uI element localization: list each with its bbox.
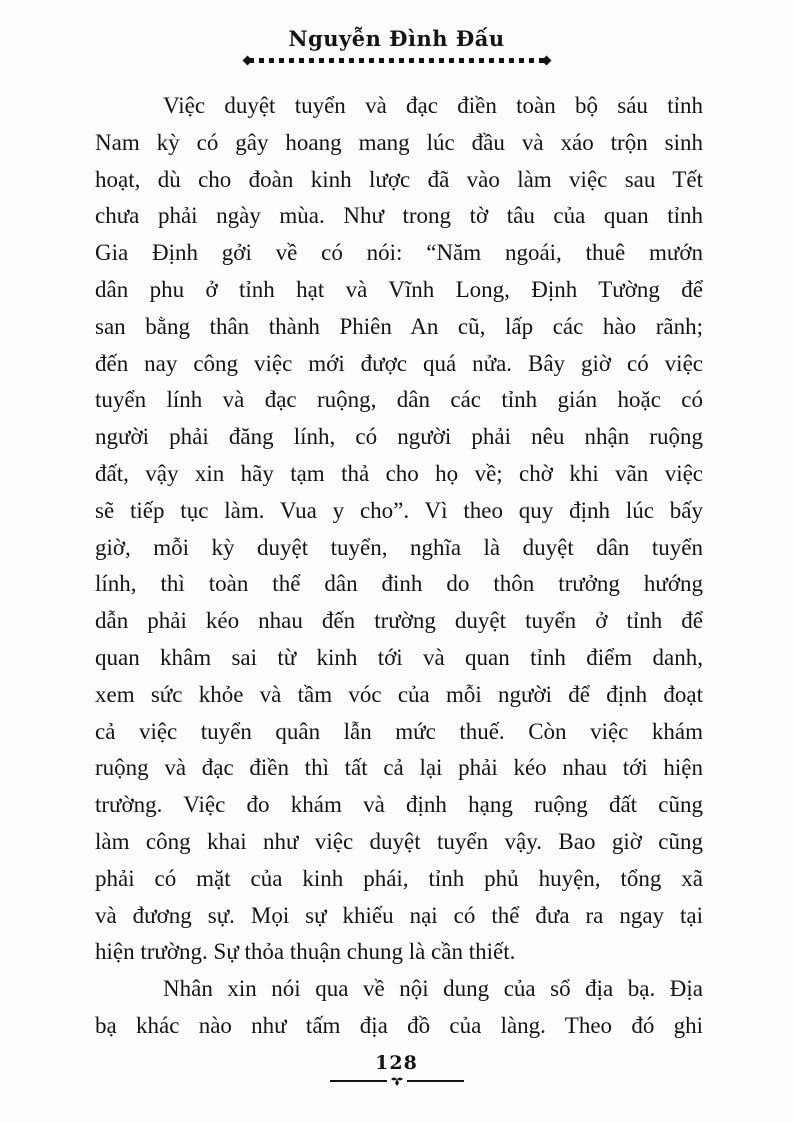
- page-footer: [0, 1052, 793, 1087]
- text-line: hoạt, dù cho đoàn kinh lược đã vào làm việc sau Tết: [95, 166, 703, 192]
- text-line: dẫn phải kéo nhau đến trường duyệt tuyển ở tỉnh để: [95, 608, 703, 634]
- text-line: quan khâm sai từ kinh tới và quan tỉnh điểm danh,: [95, 644, 703, 670]
- text-line: hiện trường. Sự thỏa thuận chung là cần thiết.: [95, 939, 516, 965]
- text-line: Việc duyệt tuyển và đạc điền toàn bộ sáu tỉnh: [163, 93, 703, 118]
- text-line: người phải đăng lính, có người phải nêu nhận ruộng: [95, 424, 703, 450]
- text-line: và đương sự. Mọi sự khiếu nại có thể đưa ra ngay tại: [95, 902, 703, 928]
- text-line: Gia Định gởi về có nói: “Năm ngoái, thuê mướn: [95, 240, 703, 266]
- text-line: dân phu ở tỉnh hạt và Vĩnh Long, Định Tường để: [95, 276, 703, 302]
- header-dotted-rule: [249, 58, 545, 63]
- ornament-line-left: [330, 1080, 387, 1082]
- text-line: lính, thì toàn thể dân đinh do thôn trưởng hướng: [95, 571, 703, 597]
- text-line: sẽ tiếp tục làm. Vua y cho”. Vì theo quy định lúc bấy: [95, 497, 703, 523]
- page-header: [0, 0, 793, 63]
- text-line: xem sức khỏe và tầm vóc của mỗi người để định đoạt: [95, 681, 703, 707]
- text-line: tuyển lính và đạc ruộng, dân các tỉnh gián hoặc có: [95, 387, 703, 413]
- footer-ornament-rule: [330, 1075, 464, 1087]
- text-line: trường. Việc đo khám và định hạng ruộng đất cũng: [95, 792, 703, 818]
- ornament-line-right: [407, 1080, 464, 1082]
- fleuron-icon: [389, 1075, 405, 1087]
- text-line: giờ, mỗi kỳ duyệt tuyển, nghĩa là duyệt dân tuyển: [95, 534, 703, 560]
- text-line: ruộng và đạc điền thì tất cả lại phải kéo nhau tới hiện: [95, 755, 703, 781]
- text-line: phải có mặt của kinh phái, tỉnh phủ huyện, tổng xã: [95, 865, 703, 891]
- paragraph: [95, 88, 703, 971]
- text-line: chưa phải ngày mùa. Như trong tờ tâu của quan tỉnh: [95, 203, 703, 229]
- running-header-title: Nguyễn Đình Đấu: [288, 26, 505, 51]
- text-line: đất, vậy xin hãy tạm thả cho họ về; chờ khi vãn việc: [95, 460, 703, 486]
- text-line: Nam kỳ có gây hoang mang lúc đầu và xáo trộn sinh: [95, 129, 703, 155]
- text-line: làm công khai như việc duyệt tuyển vậy. Bao giờ cũng: [95, 828, 703, 854]
- page-body: [95, 88, 703, 1045]
- text-line: Nhân xin nói qua về nội dung của sổ địa bạ. Địa: [163, 976, 703, 1002]
- text-line: cả việc tuyển quân lẫn mức thuế. Còn việc khám: [95, 718, 703, 744]
- page-number: 128: [375, 1052, 418, 1074]
- text-line: đến nay công việc mới được quá nửa. Bây giờ có việc: [95, 350, 703, 376]
- text-line: bạ khác nào như tấm địa đồ của làng. Theo đó ghi: [95, 1012, 703, 1038]
- text-line: san bằng thân thành Phiên An cũ, lấp các hào rãnh;: [95, 313, 703, 339]
- paragraph: [95, 971, 703, 1045]
